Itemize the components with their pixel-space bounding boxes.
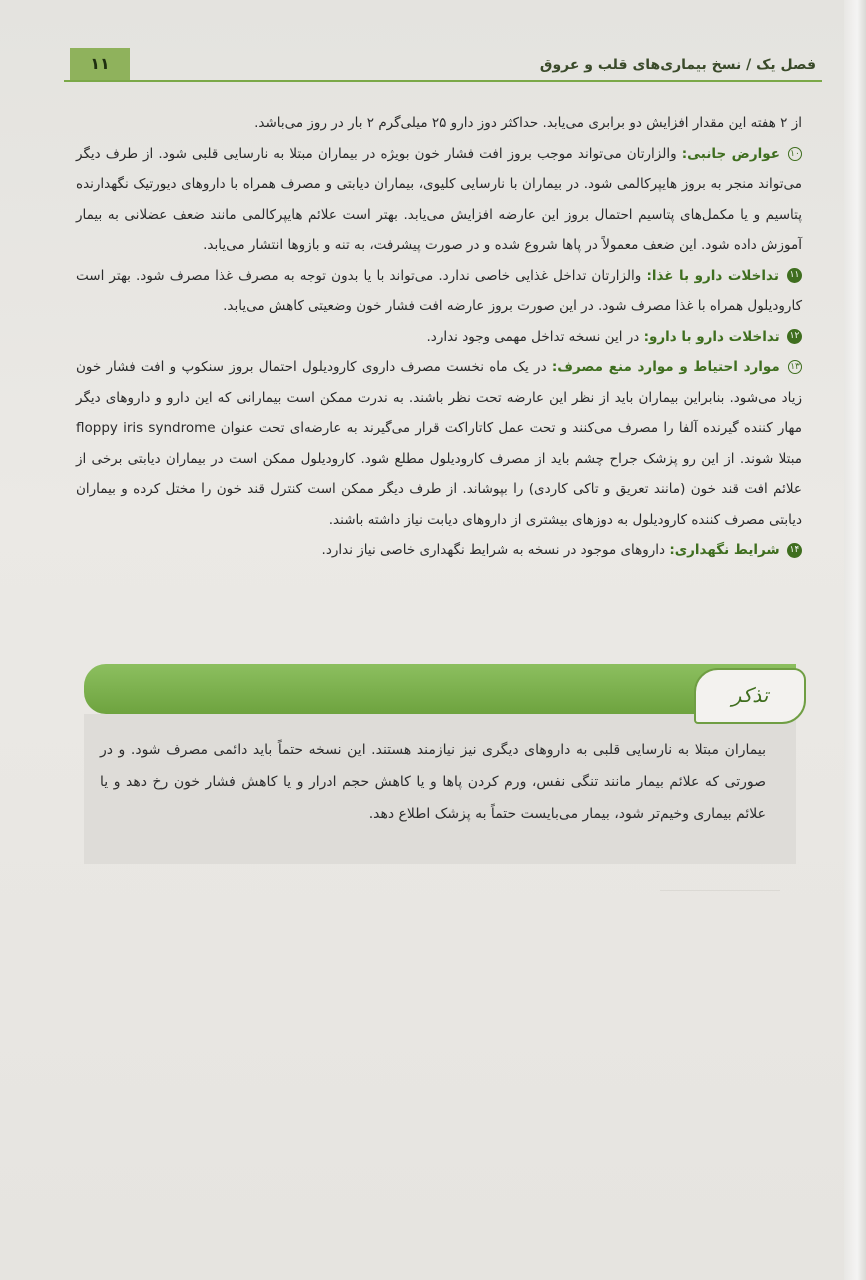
precautions-title: موارد احتیاط و موارد منع مصرف: bbox=[551, 359, 780, 375]
reminder-header-bar bbox=[84, 664, 796, 714]
precautions-text: در یک ماه نخست مصرف داروی کارودیلول احتمال بروز سنکوپ و افت فشار خون زیاد می‌شود. بنابراین بیماران باید از نظر این عارضه تحت نظر باشند. به ندرت ممکن است بیمارانی که این دارو و داروهای دیگر مهار کننده گیرنده آلفا را مصرف می‌کنند و تحت عمل کاتاراکت قرار می‌گیرند به عارضه‌ای تحت عنوان floppy iris syndrome مبتلا شوند. از این رو پزشک جراح چشم باید از مصرف کارودیلول مطلع شود. کارودیلول ممکن است در بیماران دیابتی برخی از علائم افت قند خون (مانند تعریق و تاکی کاردی) را بپوشاند. از طرف دیگر ممکن است کنترل قند خون را مختل کرده و بیماران دیابتی مصرف کننده کارودیلول به دوزهای بیشتری از داروهای دیابت نیاز داشته باشند. bbox=[76, 359, 802, 528]
chapter-title: فصل یک / نسخ بیماری‌های قلب و عروق bbox=[539, 57, 816, 73]
storage-section bbox=[76, 535, 802, 566]
storage-title: شرایط نگهداری: bbox=[669, 542, 780, 558]
warning-icon: ۱۳ bbox=[788, 360, 802, 374]
show-through bbox=[80, 880, 780, 1180]
reminder-tag: تذکر bbox=[694, 668, 806, 724]
drug-food-text: والزارتان تداخل غذایی خاصی ندارد. می‌تواند با یا بدون توجه به مصرف غذا مصرف شود. بهتر است کارودیلول همراه با غذا مصرف شود. در این صورت بروز عارضه افت فشار خون وضعیتی کاهش می‌یابد. bbox=[76, 267, 802, 314]
drug-drug-text: در این نسخه تداخل مهمی وجود ندارد. bbox=[426, 328, 640, 345]
main-content bbox=[76, 108, 802, 566]
page-number: ۱۱ bbox=[70, 48, 130, 80]
precautions-section bbox=[76, 352, 802, 535]
drug-drug-section bbox=[76, 322, 802, 353]
side-effects-text: والزارتان می‌تواند موجب بروز افت فشار خون بویژه در بیماران مبتلا به نارسایی قلبی شود. از طرف دیگر می‌تواند منجر به بروز هایپرکالمی شود. در بیماران با نارسایی کلیوی، بیماران دیابتی و مصرف همراه با داروهای دیورتیک نگهدارنده پتاسیم و یا مکمل‌های پتاسیم احتمال بروز این عارضه افزایش می‌یابد. بهتر است علائم هایپرکالمی مانند ضعف عضلانی به بیمار آموزش داده شود. این ضعف معمولاً در پاها شروع شده و در صورت پیشرفت، به تنه و بازوها انتشار می‌یابد. bbox=[76, 145, 802, 253]
pill-icon: ۱۲ bbox=[787, 329, 802, 344]
leaf-icon: ۱۱ bbox=[787, 268, 802, 283]
reminder-text: بیماران مبتلا به نارسایی قلبی به داروهای دیگری نیز نیازمند هستند. این نسخه حتماً باید دائمی مصرف شود. و در صورتی که علائم بیمار مانند تنگی نفس، ورم کردن پاها و یا کاهش حجم ادرار و یا کاهش فشار خون رخ دهد و یا علائم بیماری وخیم‌تر شود، بیمار می‌بایست حتماً به پزشک اطلاع دهد. bbox=[100, 742, 766, 822]
side-effects-section bbox=[76, 139, 802, 261]
side-effects-title: عوارض جانبی: bbox=[681, 145, 780, 162]
drug-food-title: تداخلات دارو با غذا: bbox=[646, 267, 779, 284]
intro-line: از ۲ هفته این مقدار افزایش دو برابری می‌یابد. حداکثر دوز دارو ۲۵ میلی‌گرم ۲ بار در روز می‌باشد. bbox=[254, 115, 802, 131]
drug-drug-title: تداخلات دارو با دارو: bbox=[643, 328, 780, 345]
storage-icon: ۱۴ bbox=[787, 543, 802, 558]
page-edge bbox=[844, 0, 866, 1280]
page-header bbox=[64, 48, 822, 82]
drug-food-section bbox=[76, 261, 802, 322]
side-effects-icon: ۱۰ bbox=[788, 147, 802, 161]
storage-text: داروهای موجود در نسخه به شرایط نگهداری خاصی نیاز ندارد. bbox=[321, 542, 666, 558]
